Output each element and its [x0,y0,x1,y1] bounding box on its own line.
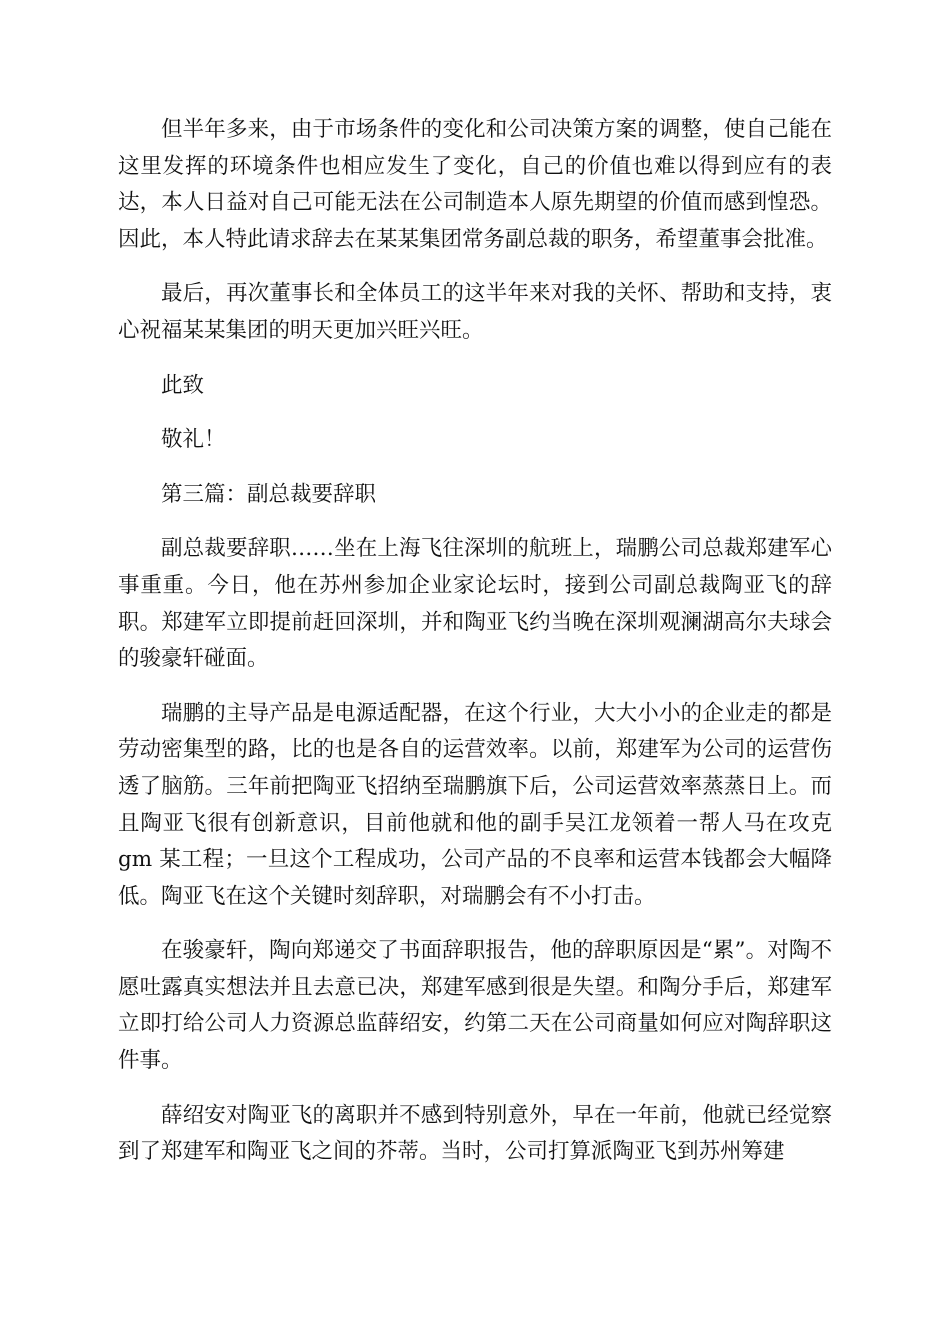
document-page [118,112,832,1189]
section-heading: 第三篇：副总裁要辞职 [161,481,377,507]
paragraph-resignation-reason: 但半年多来，由于市场条件的变化和公司决策方案的调整，使自己能在这里发挥的环境条件也相应发生了变化，自己的价值也难以得到应有的表达，本人日益对自己可能无法在公司制造本人原先期望的价值而感到惶恐。因此，本人特此请求辞去在某某集团常务副总裁的职务，希望董事会批准。 [118,117,832,252]
paragraph-thanks: 最后，再次董事长和全体员工的这半年来对我的关怀、帮助和支持，衷心祝福某某集团的明天更加兴旺兴旺。 [118,281,832,343]
paragraph-company-background: 瑞鹏的主导产品是电源适配器，在这个行业，大大小小的企业走的都是劳动密集型的路，比的也是各自的运营效率。以前，郑建军为公司的运营伤透了脑筋。三年前把陶亚飞招纳至瑞鹏旗下后，公司运营效率蒸蒸日上。而且陶亚飞很有创新意识，目前他就和他的副手吴江龙领着一帮人马在攻克 gm 某工程；一旦这个工程成功，公司产品的不良率和运营本钱都会大幅降低。陶亚飞在这个关键时刻辞职，对瑞鹏会有不小打击。 [118,700,832,909]
paragraph-meeting: 在骏豪轩，陶向郑递交了书面辞职报告，他的辞职原因是“累”。对陶不愿吐露真实想法并且去意已决，郑建军感到很是失望。和陶分手后，郑建军立即打给公司人力资源总监薛绍安，约第二天在公司商量如何应对陶辞职这件事。 [118,938,832,1074]
closing-salutation: 此致 [161,372,205,398]
paragraph-hr-director: 薛绍安对陶亚飞的离职并不感到特别意外，早在一年前，他就已经觉察到了郑建军和陶亚飞之间的芥蒂。当时，公司打算派陶亚飞到苏州筹建 [118,1102,832,1165]
paragraph-story-intro: 副总裁要辞职……坐在上海飞往深圳的航班上，瑞鹏公司总裁郑建军心事重重。今日，他在苏州参加企业家论坛时，接到公司副总裁陶亚飞的辞职。郑建军立即提前赶回深圳，并和陶亚飞约当晚在深圳观澜湖高尔夫球会的骏豪轩碰面。 [118,536,832,672]
closing-regards: 敬礼！ [161,427,226,453]
